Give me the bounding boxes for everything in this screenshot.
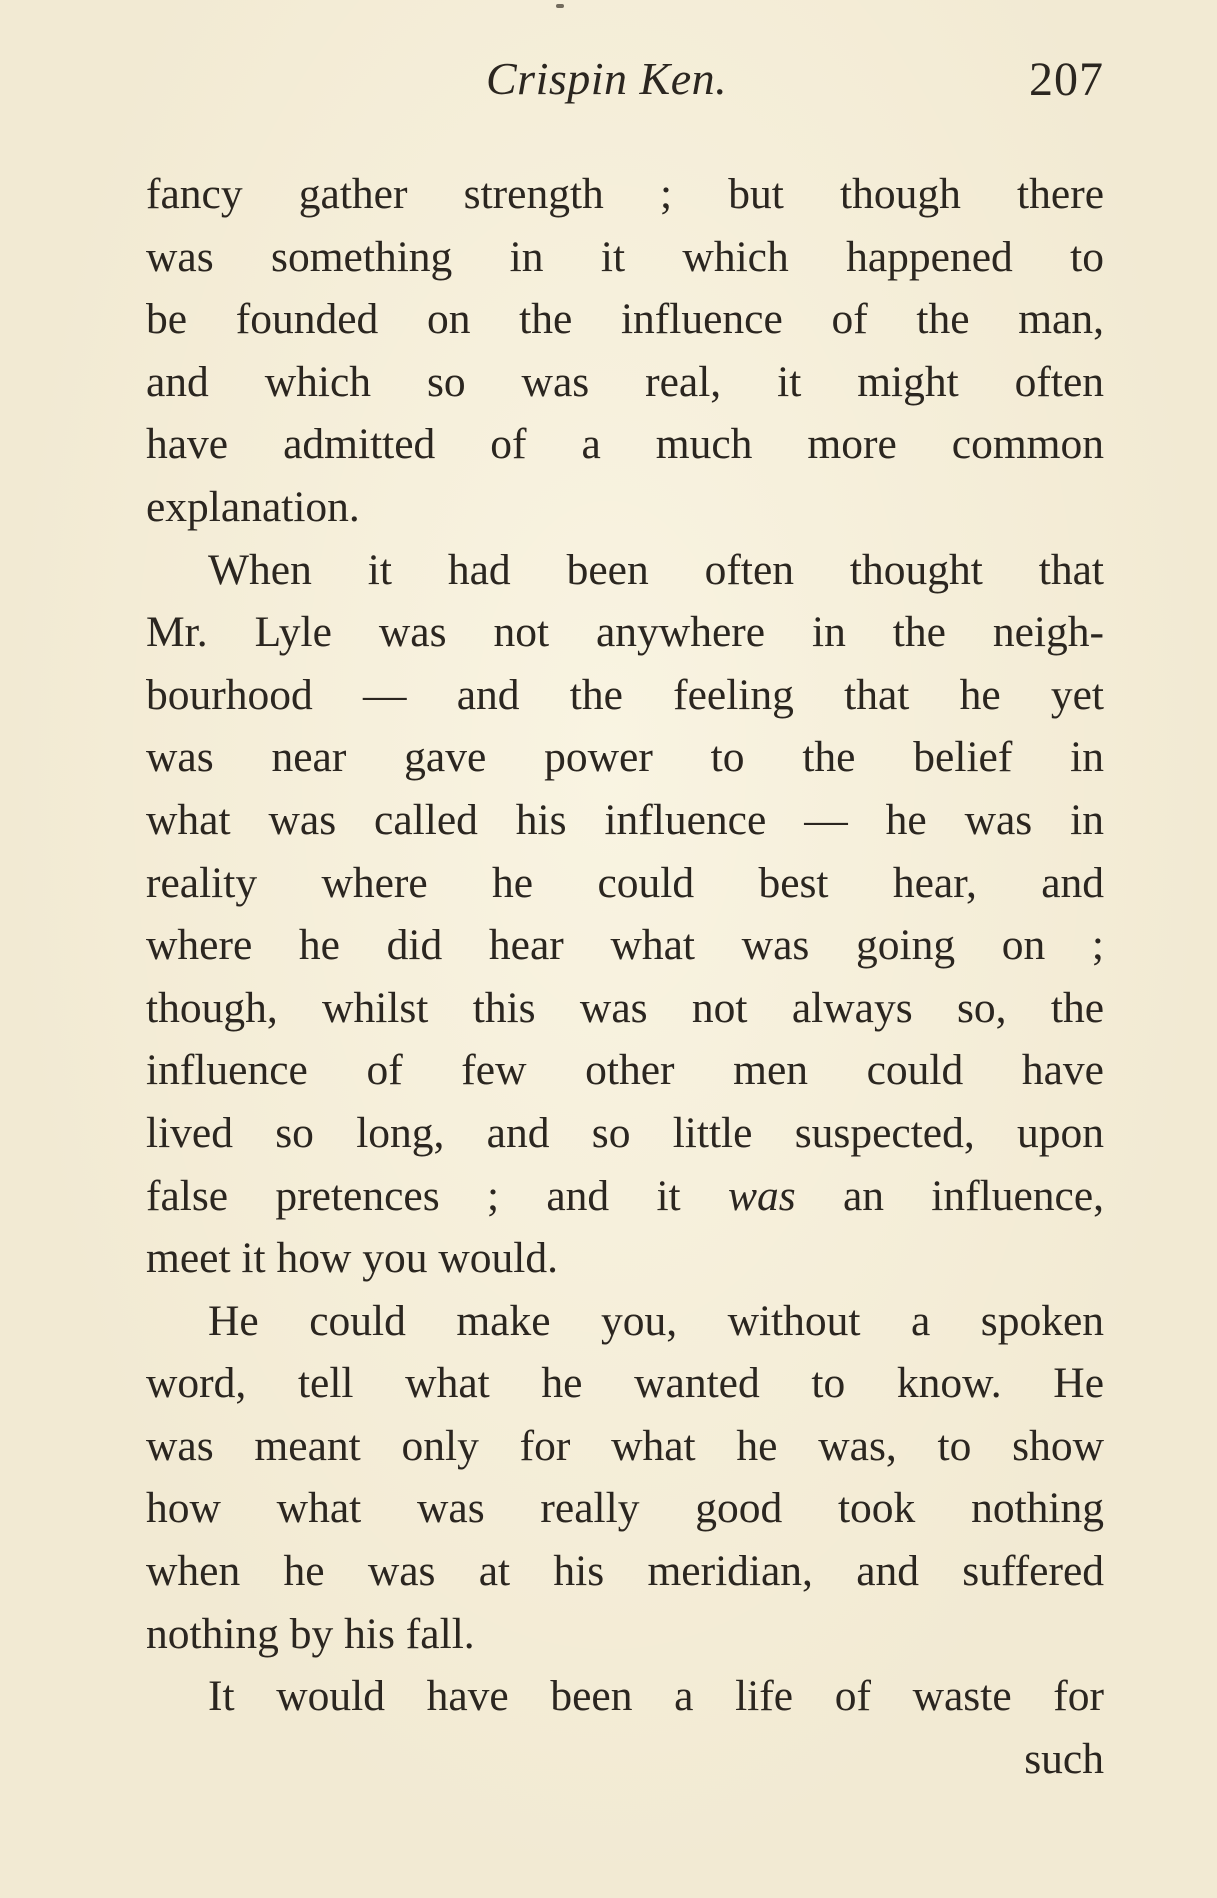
text-line: explanation. [146,482,360,531]
body-text [146,163,1104,1790]
text-line: reality where he could best hear, and [146,858,1104,907]
text-line: was something in it which happened to [146,232,1104,281]
text-line: where he did hear what was going on ; [146,921,1104,970]
text-line: nothing by his fall. [146,1609,475,1658]
text-line: bourhood — and the feeling that he yet [146,670,1104,719]
text-line: though, whilst this was not always so, the [146,983,1104,1032]
paragraph-start: He could make you, without a spoken [208,1296,1104,1345]
page-number: 207 [1029,53,1104,106]
line-segment: an influence, [842,1171,1105,1220]
page-header [146,52,1104,116]
paragraph-start: It would have been a life of waste for [208,1672,1104,1721]
text-line: when he was at his meridian, and suffered [146,1547,1104,1596]
paragraph-start: When it had been often thought that [208,545,1104,594]
text-line: was meant only for what he was, to show [146,1421,1104,1470]
text-line: lived so long, and so little suspected, upon [146,1108,1104,1157]
print-mark [556,4,564,8]
italic-word: was [727,1171,796,1220]
text-line: what was called his influence — he was in [146,795,1104,844]
text-line: have admitted of a much more common [146,420,1104,469]
text-line: how what was really good took nothing [146,1484,1104,1533]
text-line: and which so was real, it might often [146,357,1104,406]
text-line: meet it how you would. [146,1234,558,1283]
text-line: fancy gather strength ; but though there [146,170,1104,218]
text-line-with-italic [146,1165,1104,1228]
text-line: was near gave power to the belief in [146,733,1104,782]
line-segment: false pretences ; and it [146,1171,681,1220]
catchword: such [1024,1734,1104,1783]
text-line: be founded on the influence of the man, [146,295,1104,344]
text-line: word, tell what he wanted to know. He [146,1359,1104,1408]
text-line: Mr. Lyle was not anywhere in the neigh- [146,608,1104,657]
text-line: influence of few other men could have [146,1046,1104,1095]
running-title: Crispin Ken. [486,53,728,104]
